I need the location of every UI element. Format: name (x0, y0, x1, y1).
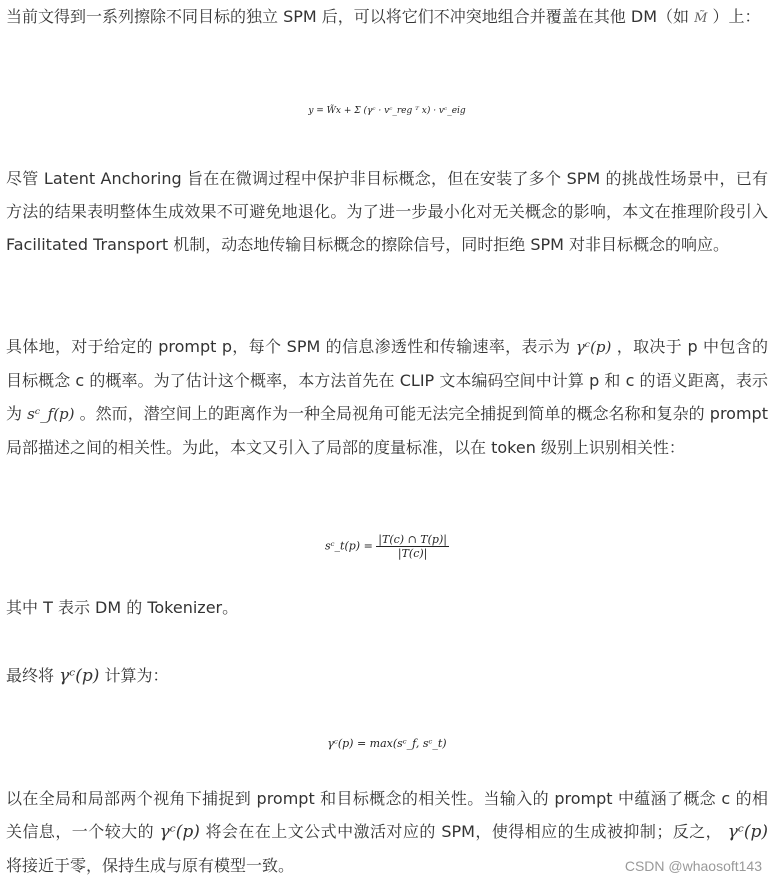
paragraph-facilitated-transport: 尽管 Latent Anchoring 旨在在微调过程中保护非目标概念，但在安装了多个 SPM 的挑战性场景中，已有方法的结果表明整体生成效果不可避免地退化。为了进一步最小化对无关概念的影响，本文在推理阶段引入 Facilitated Transport 机制，动态地传输目标概念的擦除信号，同时拒绝 SPM 对非目标概念的响应。 (6, 169, 768, 254)
math-gamma: γᶜ(p) (575, 338, 612, 356)
paragraph-tokenizer: 其中 T 表示 DM 的 Tokenizer。 (6, 598, 239, 617)
formula2-numerator: |T(c) ∩ T(p)| (378, 533, 447, 546)
para3-text-a: 具体地，对于给定的 prompt p，每个 SPM 的信息渗透性和传输速率，表示为 (6, 337, 571, 356)
math-m-tilde: M̃ (694, 11, 708, 26)
math-gamma: γᶜ(p) (727, 822, 768, 842)
formula2-lhs: sᶜ_t(p) = (325, 539, 373, 553)
csdn-watermark: CSDN @whaosoft143 (624, 858, 762, 874)
para3-text-c: 。然而，潜空间上的距离作为一种全局视角可能无法完全捕捉到简单的概念名称和复杂的 prompt 局部描述之间的相关性。为此，本文又引入了局部的度量标准，以在 token 级别上识别相关性： (6, 404, 768, 457)
paragraph-permeability (6, 330, 768, 464)
para1-text-a: 当前文得到一系列擦除不同目标的独立 SPM 后，可以将它们不冲突地组合并覆盖在其他 DM（如 (6, 7, 689, 26)
math-gamma: γᶜ(p) (59, 666, 100, 686)
para6-text-c: 将接近于零，保持生成与原有模型一致。 (6, 856, 295, 875)
para5-text-a: 最终将 (6, 666, 55, 685)
formula-token-similarity (0, 533, 774, 560)
paragraph-spm-combination (6, 0, 768, 35)
formula2-fraction (376, 533, 449, 560)
para6-text-a: 以在全局和局部两个视角下捕捉到 prompt 和目标概念的相关性。当输入的 prompt 中蕴涵了概念 c 的相关信息，一个较大的 (6, 789, 768, 841)
math-gamma: γᶜ(p) (159, 822, 200, 842)
formula2-denominator: |T(c)| (397, 547, 428, 560)
formula-combined-output: y = W̃x + Σ (γᶜ · vᶜ_reg ᵀ x) · vᶜ_eig (308, 106, 466, 116)
formula-gamma-max: γᶜ(p) = max(sᶜ_f, sᶜ_t) (327, 737, 447, 750)
para1-text-b: ）上： (712, 7, 761, 26)
para5-text-b: 计算为： (104, 666, 169, 685)
paragraph-final-compute (6, 659, 768, 693)
para3-text-b: ，取决于 p 中包含的目标概念 c 的概率。为了估计这个概率，本方法首先在 CLIP 文本编码空间中计算 p 和 c 的语义距离，表示为 (6, 337, 768, 423)
math-s-f: sᶜ_f(p) (27, 405, 75, 423)
para6-text-b: 将会在在上文公式中激活对应的 SPM，使得相应的生成被抑制；反之， (205, 822, 723, 841)
